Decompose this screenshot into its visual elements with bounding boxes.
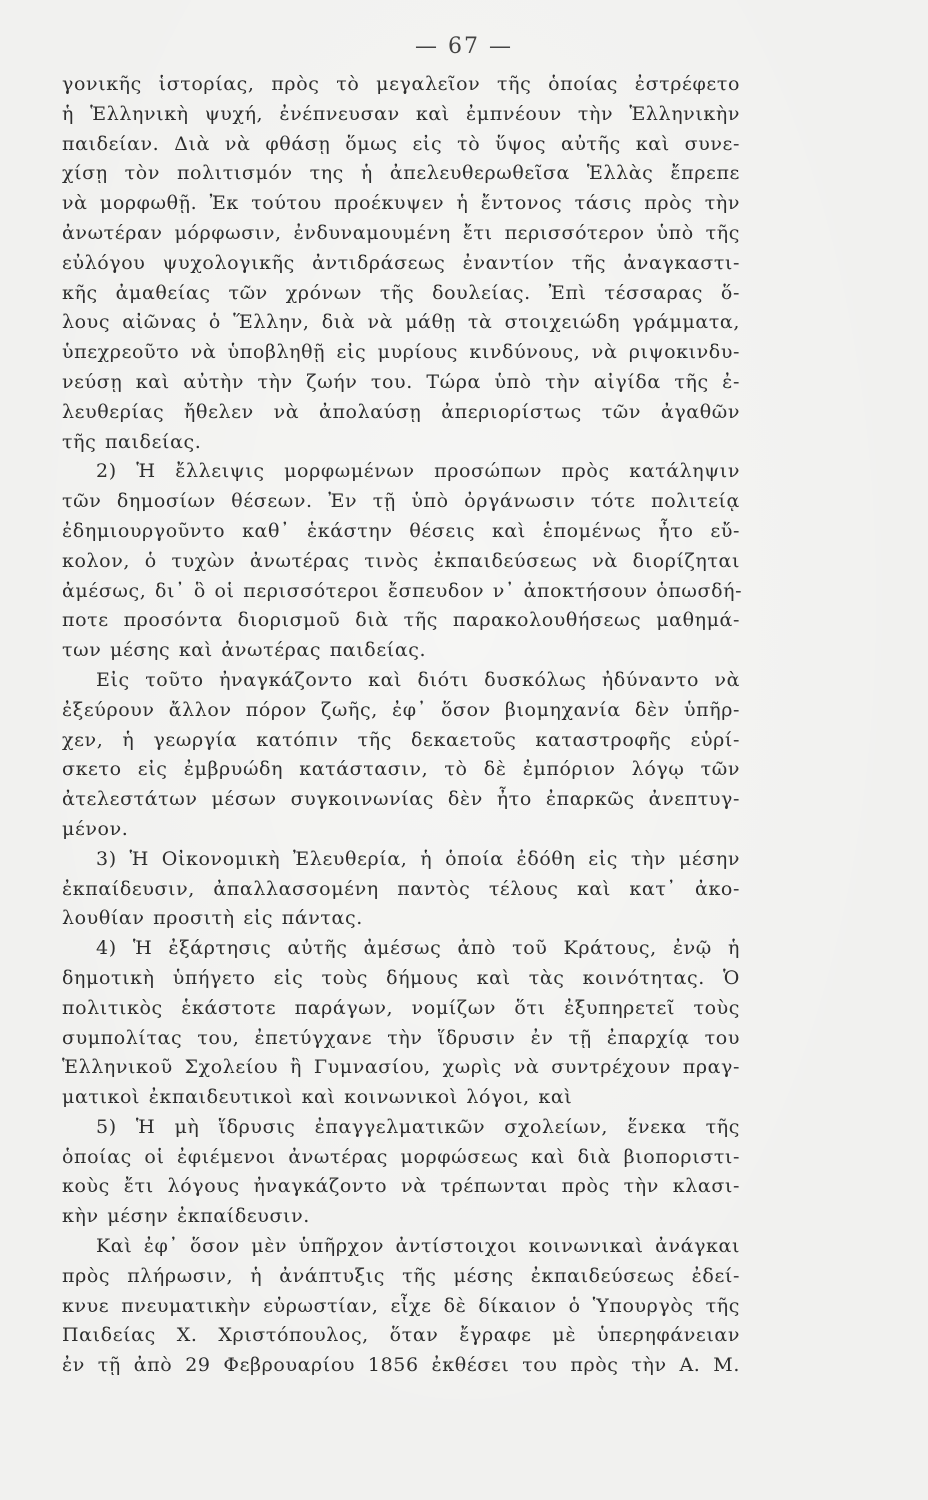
text-line: σκετο εἰς ἐμβρυώδη κατάστασιν, τὸ δὲ ἐμπόριον λόγῳ τῶν bbox=[62, 758, 740, 781]
text-line: κολον, ὁ τυχὼν ἀνωτέρας τινὸς ἐκπαιδεύσεως νὰ διορίζηται bbox=[62, 549, 740, 572]
page-number: — 67 — bbox=[415, 34, 513, 59]
text-line: ὑπεχρεοῦτο νὰ ὑποβληθῇ εἰς μυρίους κινδύνους, νὰ ριψοκινδυ- bbox=[62, 341, 740, 364]
text-line: χίσῃ τὸν πολιτισμόν της ἡ ἀπελευθερωθεῖσα Ἑλλὰς ἔπρεπε bbox=[62, 162, 740, 185]
text-line: ἐδημιουργοῦντο καθ᾿ ἑκάστην θέσεις καὶ ἑπομένως ἦτο εὔ- bbox=[62, 519, 740, 542]
text-line: πρὸς πλήρωσιν, ἡ ἀνάπτυξις τῆς μέσης ἐκπαιδεύσεως ἐδεί- bbox=[62, 1264, 740, 1287]
text-line: χεν, ἡ γεωργία κατόπιν τῆς δεκαετοῦς καταστροφῆς εὑρί- bbox=[62, 728, 740, 751]
text-line: κῆς ἀμαθείας τῶν χρόνων τῆς δουλείας. Ἐπὶ τέσσαρας ὅ- bbox=[62, 281, 740, 304]
text-line: ματικοὶ ἐκπαιδευτικοὶ καὶ κοινωνικοὶ λόγοι, καὶ bbox=[62, 1086, 573, 1109]
text-line: κὴν μέσην ἐκπαίδευσιν. bbox=[62, 1205, 310, 1228]
text-line: νὰ μορφωθῇ. Ἐκ τούτου προέκυψεν ἡ ἔντονος τάσις πρὸς τὴν bbox=[62, 192, 740, 215]
text-line: ἀμέσως, δι᾿ ὃ οἱ περισσότεροι ἔσπευδον ν᾿ ἀποκτήσουν ὁπωσδή- bbox=[62, 579, 743, 602]
text-line: κνυε πνευματικὴν εὐρωστίαν, εἶχε δὲ δίκαιον ὁ Ὑπουργὸς τῆς bbox=[62, 1294, 740, 1317]
text-line: γονικῆς ἱστορίας, πρὸς τὸ μεγαλεῖον τῆς ὁποίας ἐστρέφετο bbox=[62, 73, 740, 95]
text-line: τῆς παιδείας. bbox=[62, 430, 202, 453]
text-line: Καὶ ἐφ᾿ ὅσον μὲν ὑπῆρχον ἀντίστοιχοι κοινωνικαὶ ἀνάγκαι bbox=[96, 1235, 740, 1258]
text-line: 4) Ἡ ἐξάρτησις αὐτῆς ἀμέσως ἀπὸ τοῦ Κράτους, ἐνῷ ἡ bbox=[96, 937, 740, 960]
text-line: ἐκπαίδευσιν, ἀπαλλασσομένη παντὸς τέλους καὶ κατ᾿ ἀκο- bbox=[62, 877, 740, 900]
text-line: ἡ Ἑλληνικὴ ψυχή, ἐνέπνευσαν καὶ ἐμπνέουν τὴν Ἑλληνικὴν bbox=[62, 102, 740, 125]
text-line: νεύσῃ καὶ αὐτὴν τὴν ζωήν του. Τώρα ὑπὸ τὴν αἰγίδα τῆς ἐ- bbox=[62, 370, 740, 393]
text-line: ἀτελεστάτων μέσων συγκοινωνίας δὲν ἦτο ἐπαρκῶς ἀνεπτυγ- bbox=[62, 788, 740, 811]
text-line: λουθίαν προσιτὴ εἰς πάντας. bbox=[62, 907, 363, 930]
text-line: Εἰς τοῦτο ἠναγκάζοντο καὶ διότι δυσκόλως ἠδύναντο νὰ bbox=[96, 668, 740, 691]
text-line: 5) Ἡ μὴ ἵδρυσις ἐπαγγελματικῶν σχολείων, ἕνεκα τῆς bbox=[96, 1115, 740, 1138]
text-line: ἀνωτέραν μόρφωσιν, ἐνδυναμουμένη ἔτι περισσότερον ὑπὸ τῆς bbox=[62, 221, 740, 244]
text-line: των μέσης καὶ ἀνωτέρας παιδείας. bbox=[62, 639, 427, 662]
text-line: λευθερίας ἤθελεν νὰ ἀπολαύσῃ ἀπεριορίστως τῶν ἀγαθῶν bbox=[62, 400, 740, 423]
text-line: λους αἰῶνας ὁ Ἕλλην, διὰ νὰ μάθῃ τὰ στοιχειώδη γράμματα, bbox=[62, 311, 740, 334]
text-line: τῶν δημοσίων θέσεων. Ἐν τῇ ὑπὸ ὀργάνωσιν τότε πολιτείᾳ bbox=[62, 490, 740, 513]
text-line: Παιδείας Χ. Χριστόπουλος, ὅταν ἔγραφε μὲ ὑπερηφάνειαν bbox=[62, 1324, 740, 1347]
text-line: μένον. bbox=[62, 817, 129, 840]
text-line: 3) Ἡ Οἰκονομικὴ Ἐλευθερία, ἡ ὁποία ἐδόθη εἰς τὴν μέσην bbox=[96, 847, 740, 870]
text-line: 2) Ἡ ἔλλειψις μορφωμένων προσώπων πρὸς κατάληψιν bbox=[96, 460, 740, 483]
text-line: ὁποίας οἱ ἐφιέμενοι ἀνωτέρας μορφώσεως καὶ διὰ βιοποριστι- bbox=[62, 1145, 740, 1168]
text-line: δημοτικὴ ὑπήγετο εἰς τοὺς δήμους καὶ τὰς κοινότητας. Ὁ bbox=[62, 966, 740, 989]
text-line: εὐλόγου ψυχολογικῆς ἀντιδράσεως ἐναντίον τῆς ἀναγκαστι- bbox=[62, 251, 740, 274]
text-line: πολιτικὸς ἑκάστοτε παράγων, νομίζων ὅτι ἐξυπηρετεῖ τοὺς bbox=[62, 996, 740, 1019]
text-line: ἐξεύρουν ἄλλον πόρον ζωῆς, ἐφ᾿ ὅσον βιομηχανία δὲν ὑπῆρ- bbox=[62, 698, 740, 721]
text-line: κοὺς ἔτι λόγους ἠναγκάζοντο νὰ τρέπωνται πρὸς τὴν κλασι- bbox=[62, 1175, 740, 1198]
text-line: ἐν τῇ ἀπὸ 29 Φεβρουαρίου 1856 ἐκθέσει του πρὸς τὴν Α. Μ. bbox=[62, 1354, 740, 1377]
text-line: συμπολίτας του, ἐπετύγχανε τὴν ἵδρυσιν ἐν τῇ ἐπαρχίᾳ του bbox=[62, 1026, 740, 1049]
text-line: παιδείαν. Διὰ νὰ φθάσῃ ὅμως εἰς τὸ ὕψος αὐτῆς καὶ συνε- bbox=[62, 132, 740, 155]
text-line: Ἑλληνικοῦ Σχολείου ἢ Γυμνασίου, χωρὶς νὰ συντρέχουν πραγ- bbox=[62, 1056, 740, 1079]
text-line: ποτε προσόντα διορισμοῦ διὰ τῆς παρακολουθήσεως μαθημά- bbox=[62, 609, 740, 632]
body-text bbox=[62, 70, 743, 1381]
